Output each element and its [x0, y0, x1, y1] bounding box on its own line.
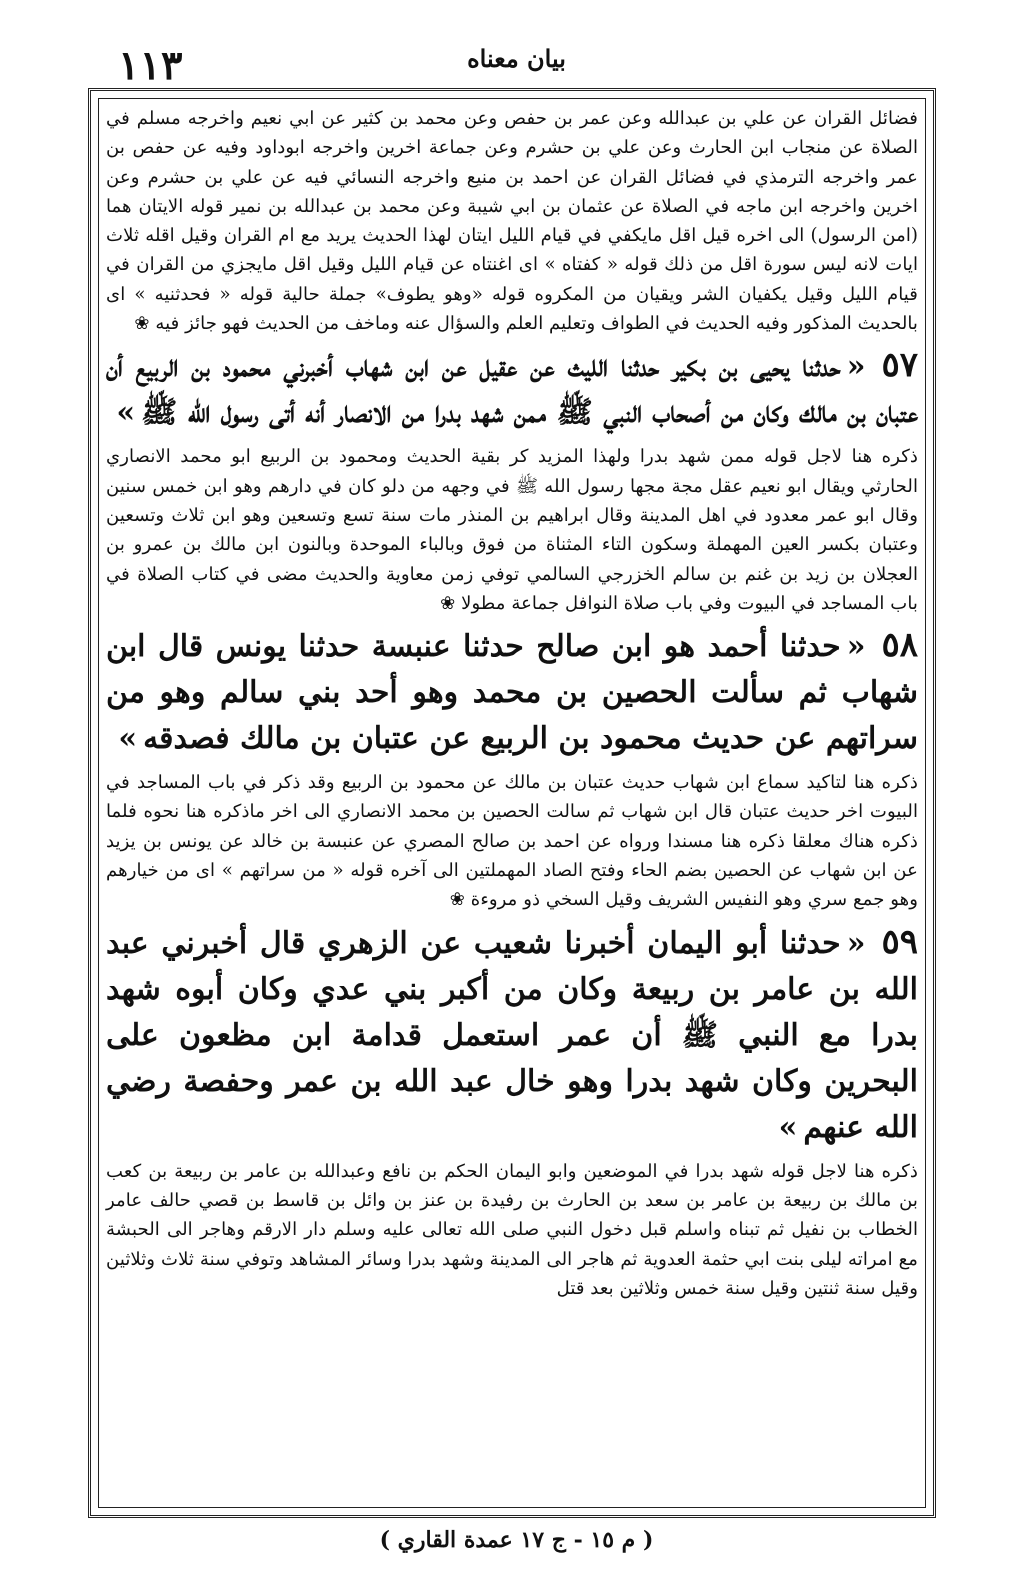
hadith-58 [100, 622, 924, 762]
hadith-number: ٥٨ [881, 625, 918, 666]
hadith-open-marker: « [846, 629, 866, 665]
commentary-paragraph: فضائل القران عن علي بن عبدالله وعن عمر بن حفص وعن محمد بن كثير عن ابي نعيم واخرجه مسلم في الصلاة عن منجاب ابن الحارث وعن علي بن حشرم وعن جماعة اخرين واخرجه ابوداود وفيه عن حفص بن عمر واخرجه الترمذي في فضائل القران عن احمد بن منيع واخرجه النسائي فيه عن علي بن حشرم وعن اخرين واخرجه ابن ماجه في الصلاة عن عثمان بن ابي شيبة وعن محمد بن عبدالله بن نمير قوله الايتان هما (امن الرسول) الى اخره قيل اقل مايكفي في قيام الليل ايتان لهذا الحديث يريد مع ام القران وقيل اقله ثلاث ايات لانه ليس سورة اقل من ذلك قوله « كفتاه » اى اغنتاه عن قيام الليل وقيل اقل مايجزي من القران في قيام الليل وقيل يكفيان الشر ويقيان من المكروه قوله «وهو يطوف» جملة حالية قوله « فحدثنيه » اى بالحديث المذكور وفيه الحديث في الطواف وتعليم العلم والسؤال عنه وماخف من الحديث فهو جائز فيه ❀ [106, 108, 918, 335]
hadith-number: ٥٧ [881, 345, 918, 386]
hadith-open-marker: « [846, 925, 866, 961]
commentary-paragraph: ذكره هنا لاجل قوله ممن شهد بدرا ولهذا المزيد كر بقية الحديث ومحمود بن الربيع ابو محمد الانصاري الحارثي ويقال ابو نعيم عقل مجة مجها رسول الله ﷺ في وجهه من دلو كان في دارهم وهو ابن خمس سنين وقال ابو عمر معدود في اهل المدينة وقال ابراهيم بن المنذر مات سنة تسع وتسعين وهو ابن ثلاث وتسعين وعتبان بكسر العين المهملة وسكون التاء المثناة من فوق وبالباء الموحدة وبالنون ابن مالك بن عمرو بن العجلان بن زيد بن غنم بن سالم الخزرجي السالمي توفي زمن معاوية والحديث مضى في كتاب الصلاة في باب المساجد في البيوت وفي باب صلاة النوافل جماعة مطولا ❀ [106, 446, 919, 614]
hadith-text: حدثنا أبو اليمان أخبرنا شعيب عن الزهري قال أخبرني عبد الله بن عامر بن ربيعة وكان من أكبر بني عدي وكان أبوه شهد بدرا مع النبي ﷺ أن عمر استعمل قدامة ابن مظعون على البحرين وكان شهد بدرا وهو خال عبد الله بن عمر وحفصة رضي الله عنهم [106, 925, 918, 1145]
running-title: بيان معناه [467, 44, 566, 73]
hadith-59 [100, 919, 924, 1151]
commentary-paragraph: ذكره هنا لتاكيد سماع ابن شهاب حديث عتبان بن مالك عن محمود بن الربيع وقد ذكر في باب المساجد في البيوت اخر حديث عتبان قال ابن شهاب ثم سالت الحصين بن محمد الانصاري الى اخر ماذكره هنا نحوه فلما ذكره هناك معلقا ذكره هنا مسندا ورواه عن احمد بن صالح المصري عن عنبسة بن خالد عن يونس بن يزيد عن ابن شهاب عن الحصين بضم الحاء وفتح الصاد المهملتين الى آخره قوله « من سراتهم » اى من خيارهم وهو جمع سري وهو النفيس الشريف وقيل السخي ذو مروءة ❀ [106, 772, 918, 911]
hadith-number: ٥٩ [881, 921, 918, 962]
hadith-text: حدثنا أحمد هو ابن صالح حدثنا عنبسة حدثنا يونس قال ابن شهاب ثم سألت الحصين بن محمد وهو أحد بني سالم وهو من سراتهم عن حديث محمود بن الربيع عن عتبان بن مالك فصدقه [106, 629, 918, 757]
hadith-text: حدثنا يحيى بن بكير حدثنا الليث عن عقيل عن ابن شهاب أخبرني محمود بن الربيع أن عتبان بن مالك وكان من أصحاب النبي ﷺ ممن شهد بدرا من الانصار أنه أتى رسول الله ﷺ [106, 349, 918, 431]
page-footer-signature: ( م ١٥ - ج ١٧ عمدة القاري ) [379, 1527, 654, 1553]
page-number: ١١٣ [118, 42, 183, 89]
hadith-close-marker: » [116, 395, 136, 431]
hadith-open-marker: « [846, 349, 866, 385]
page-body [100, 104, 924, 1509]
hadith-close-marker: » [778, 1109, 798, 1145]
hadith-57 [100, 342, 924, 436]
commentary-paragraph: ذكره هنا لاجل قوله شهد بدرا في الموضعين وابو اليمان الحكم بن نافع وعبدالله بن عامر بن ربيعة بن كعب بن مالك بن ربيعة بن عامر بن سعد بن الحارث بن رفيدة بن عنز بن وائل بن قاسط بن قصي حالف عامر الخطاب بن نفيل ثم تبناه واسلم قبل دخول النبي صلى الله تعالى عليه وسلم دار الارقم وهاجر الى الحبشة مع امراته ليلى بنت ابي حثمة العدوية ثم هاجر الى المدينة وشهد بدرا وسائر المشاهد وتوفي سنة ثلاث وثلاثين وقيل سنة ثنتين وقيل سنة خمس وثلاثين بعد قتل [106, 1160, 918, 1299]
hadith-close-marker: » [118, 721, 138, 757]
